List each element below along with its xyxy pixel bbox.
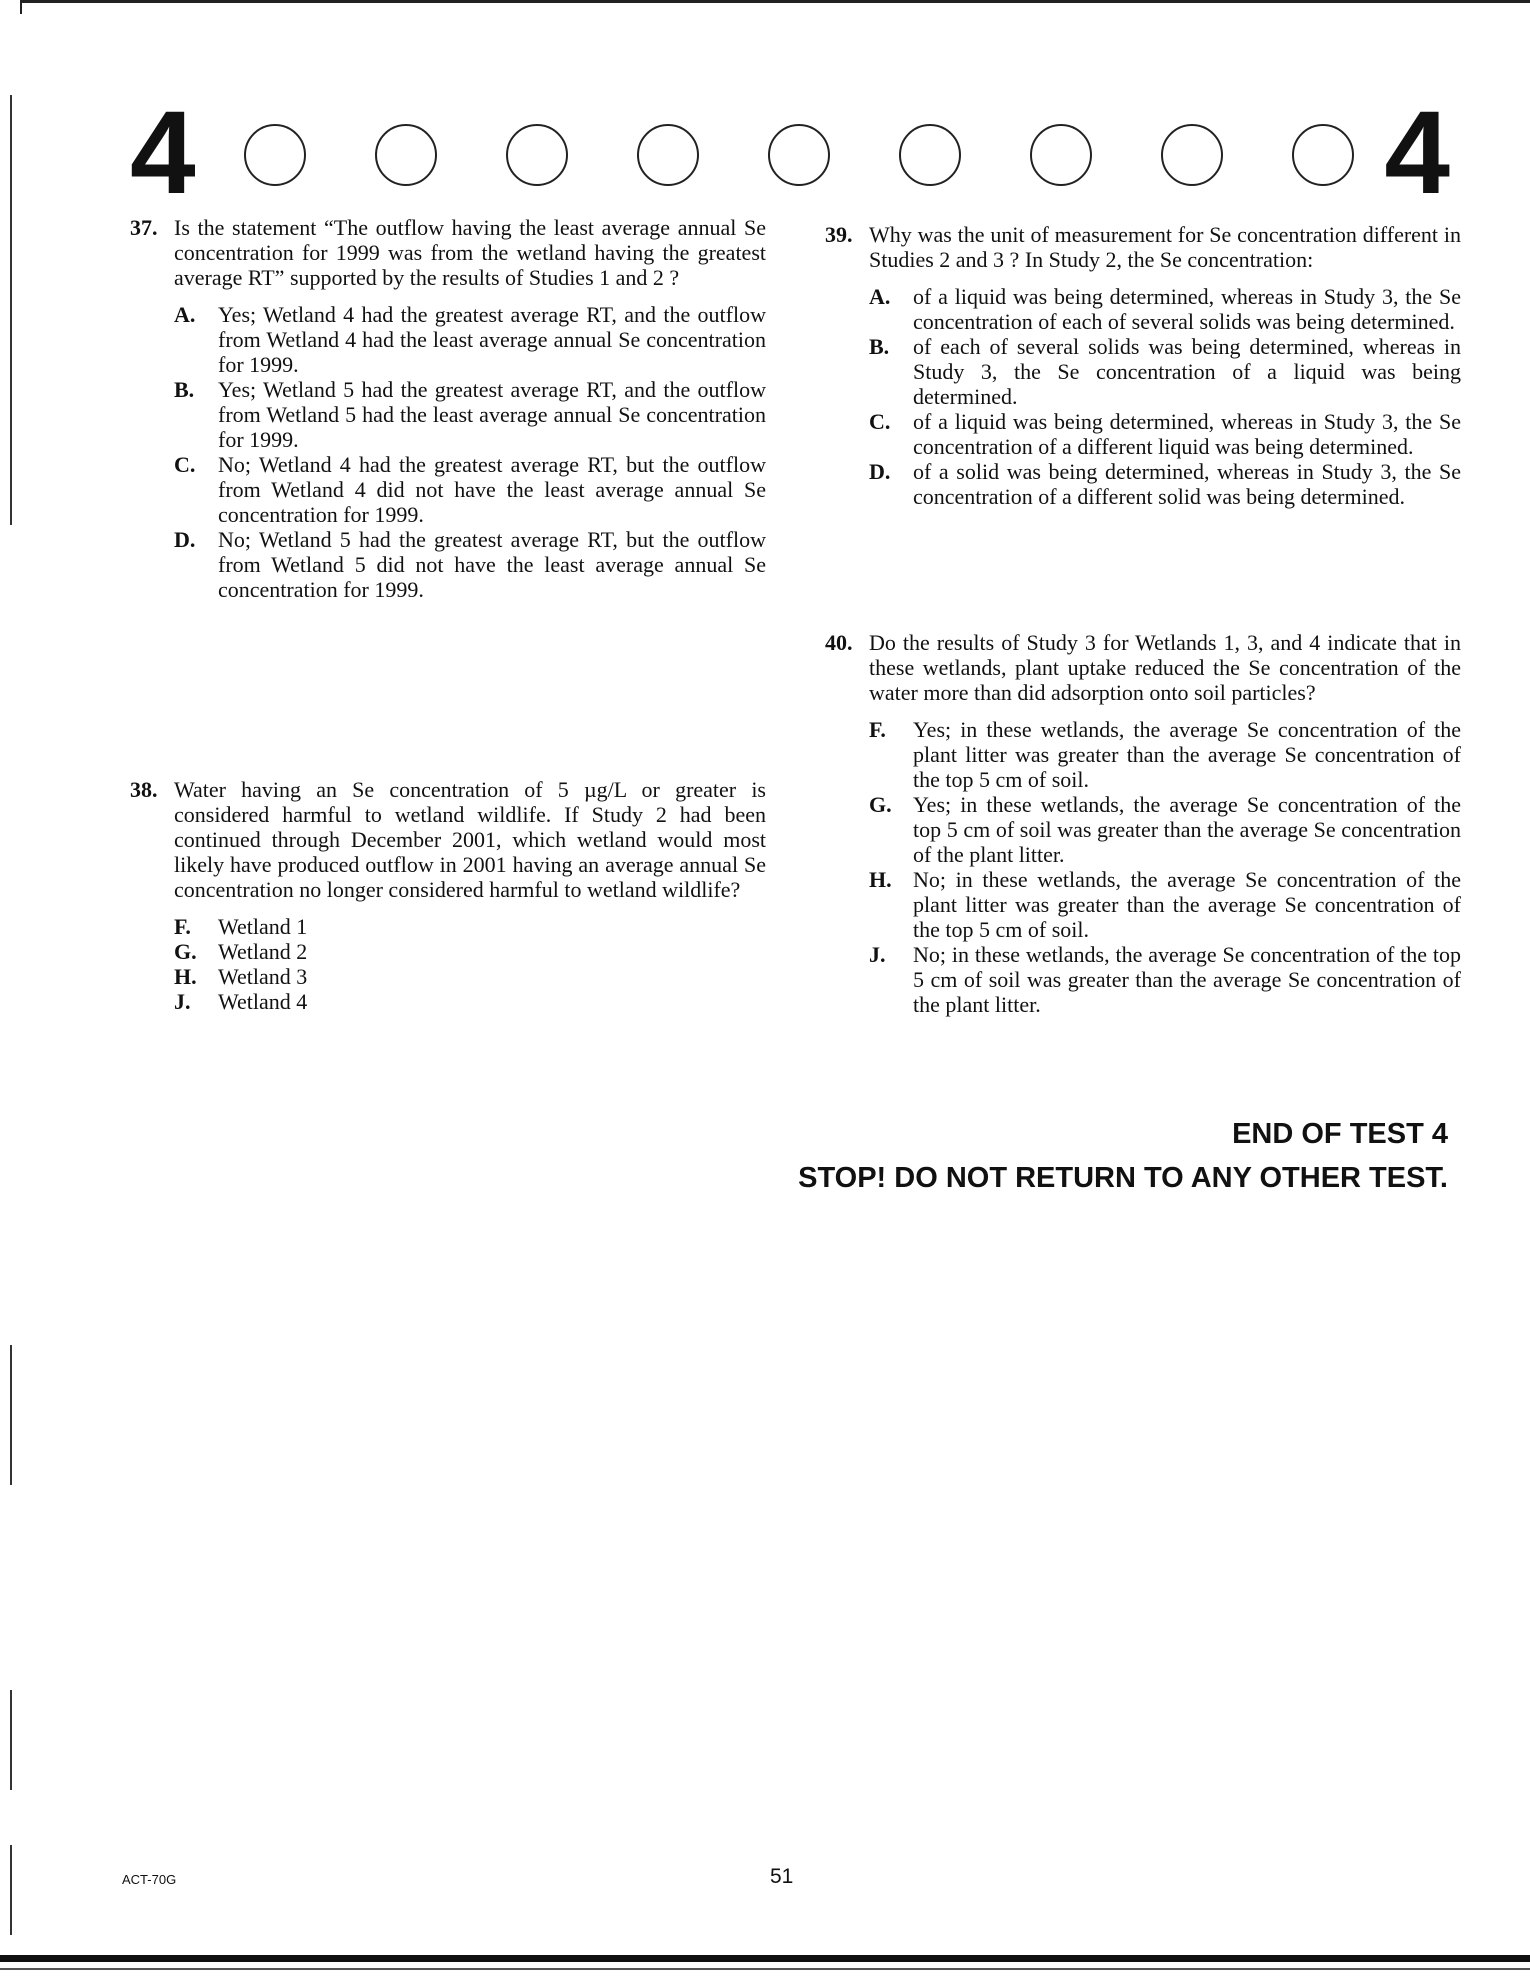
question-40 <box>825 630 1461 1017</box>
bottom-border-line-thin <box>0 1968 1530 1970</box>
stop-instruction: STOP! DO NOT RETURN TO ANY OTHER TEST. <box>798 1162 1448 1194</box>
option-text: Wetland 1 <box>218 914 308 939</box>
answer-option-b[interactable] <box>174 377 766 452</box>
header-circle <box>637 124 699 186</box>
option-text: Wetland 3 <box>218 964 308 989</box>
answer-option-a[interactable] <box>174 302 766 377</box>
header-circle <box>375 124 437 186</box>
answer-options <box>174 914 766 1014</box>
left-margin-bar <box>10 1845 12 1935</box>
bottom-border-line <box>0 1955 1530 1962</box>
header-circle <box>1292 124 1354 186</box>
end-of-test-notice <box>798 1112 1448 1200</box>
form-code: ACT-70G <box>122 1872 177 1887</box>
option-letter: H. <box>869 867 892 892</box>
answer-option-a[interactable] <box>869 284 1461 334</box>
option-text: of a solid was being determined, whereas in Study 3, the Se concentration of a different solid was being determined. <box>913 459 1461 509</box>
option-text: No; Wetland 5 had the greatest average RT, but the outflow from Wetland 5 did not have the least average annual Se concentration for 1999. <box>218 527 766 602</box>
question-39 <box>825 222 1461 509</box>
section-number-left: 4 <box>130 87 196 219</box>
question-37 <box>130 215 766 602</box>
option-letter: D. <box>174 527 196 552</box>
answer-option-d[interactable] <box>869 459 1461 509</box>
header-circle <box>768 124 830 186</box>
option-text: Yes; in these wetlands, the average Se concentration of the plant litter was greater than the average Se concentration of the top 5 cm of soil. <box>913 717 1461 792</box>
end-of-test-title: END OF TEST 4 <box>1232 1118 1448 1150</box>
header-circle <box>899 124 961 186</box>
option-letter: B. <box>174 377 195 402</box>
answer-option-j[interactable] <box>869 942 1461 1017</box>
page-number: 51 <box>770 1865 794 1888</box>
option-letter: F. <box>174 914 191 939</box>
option-letter: J. <box>869 942 886 967</box>
option-text: Yes; Wetland 4 had the greatest average RT, and the outflow from Wetland 4 had the least average annual Se concentration for 1999. <box>218 302 766 377</box>
question-text: Why was the unit of measurement for Se concentration different in Studies 2 and 3 ? In Study 2, the Se concentration: <box>869 222 1461 272</box>
answer-option-c[interactable] <box>869 409 1461 459</box>
option-text: Wetland 2 <box>218 939 308 964</box>
option-letter: C. <box>869 409 891 434</box>
option-letter: G. <box>869 792 892 817</box>
option-letter: C. <box>174 452 196 477</box>
option-text: No; Wetland 4 had the greatest average RT, but the outflow from Wetland 4 did not have the least average annual Se concentration for 1999. <box>218 452 766 527</box>
answer-option-b[interactable] <box>869 334 1461 409</box>
option-letter: H. <box>174 964 197 989</box>
option-text: of a liquid was being determined, whereas in Study 3, the Se concentration of a different liquid was being determined. <box>913 409 1461 459</box>
question-number: 38. <box>130 777 158 802</box>
option-text: No; in these wetlands, the average Se concentration of the plant litter was greater than the average Se concentration of the top 5 cm of soil. <box>913 867 1461 942</box>
question-text: Is the statement “The outflow having the least average annual Se concentration for 1999 was from the wetland having the greatest average RT” supported by the results of Studies 1 and 2 ? <box>174 215 766 290</box>
answer-options <box>869 717 1461 1017</box>
question-text: Do the results of Study 3 for Wetlands 1, 3, and 4 indicate that in these wetlands, plant uptake reduced the Se concentration of the water more than did adsorption onto soil particles? <box>869 630 1461 705</box>
option-letter: A. <box>174 302 196 327</box>
option-text: of each of several solids was being determined, whereas in Study 3, the Se concentration of a liquid was being determined. <box>913 334 1461 409</box>
answer-option-j[interactable] <box>174 989 766 1014</box>
option-text: Yes; in these wetlands, the average Se concentration of the top 5 cm of soil was greater than the average Se concentration of the plant litter. <box>913 792 1461 867</box>
option-text: Wetland 4 <box>218 989 308 1014</box>
option-text: No; in these wetlands, the average Se concentration of the top 5 cm of soil was greater than the average Se concentration of the plant litter. <box>913 942 1461 1017</box>
section-header <box>130 87 1450 219</box>
option-letter: G. <box>174 939 197 964</box>
answer-option-g[interactable] <box>869 792 1461 867</box>
question-number: 40. <box>825 630 853 655</box>
left-margin-bar <box>10 1345 12 1485</box>
left-margin-bar <box>10 1690 12 1790</box>
header-circle <box>1161 124 1223 186</box>
option-text: Yes; Wetland 5 had the greatest average RT, and the outflow from Wetland 5 had the least average annual Se concentration for 1999. <box>218 377 766 452</box>
top-corner-tick <box>20 0 22 14</box>
answer-option-d[interactable] <box>174 527 766 602</box>
question-38 <box>130 777 766 1014</box>
option-letter: D. <box>869 459 891 484</box>
option-letter: A. <box>869 284 891 309</box>
answer-option-g[interactable] <box>174 939 766 964</box>
option-letter: J. <box>174 989 191 1014</box>
answer-options <box>869 284 1461 509</box>
header-circle <box>1030 124 1092 186</box>
header-circle <box>506 124 568 186</box>
question-text: Water having an Se concentration of 5 µg/L or greater is considered harmful to wetland wildlife. If Study 2 had been continued through December 2001, which wetland would most likely have produced outflow in 2001 having an average annual Se concentration no longer considered harmful to wetland wildlife? <box>174 777 766 902</box>
answer-option-h[interactable] <box>174 964 766 989</box>
answer-option-c[interactable] <box>174 452 766 527</box>
left-margin-bar <box>10 95 12 525</box>
top-border-line <box>20 0 1530 3</box>
option-letter: B. <box>869 334 890 359</box>
section-number-right: 4 <box>1384 87 1450 219</box>
option-text: of a liquid was being determined, whereas in Study 3, the Se concentration of each of several solids was being determined. <box>913 284 1461 334</box>
question-number: 37. <box>130 215 158 240</box>
answer-options <box>174 302 766 602</box>
answer-option-h[interactable] <box>869 867 1461 942</box>
question-number: 39. <box>825 222 853 247</box>
answer-option-f[interactable] <box>869 717 1461 792</box>
header-circle <box>244 124 306 186</box>
answer-option-f[interactable] <box>174 914 766 939</box>
option-letter: F. <box>869 717 886 742</box>
